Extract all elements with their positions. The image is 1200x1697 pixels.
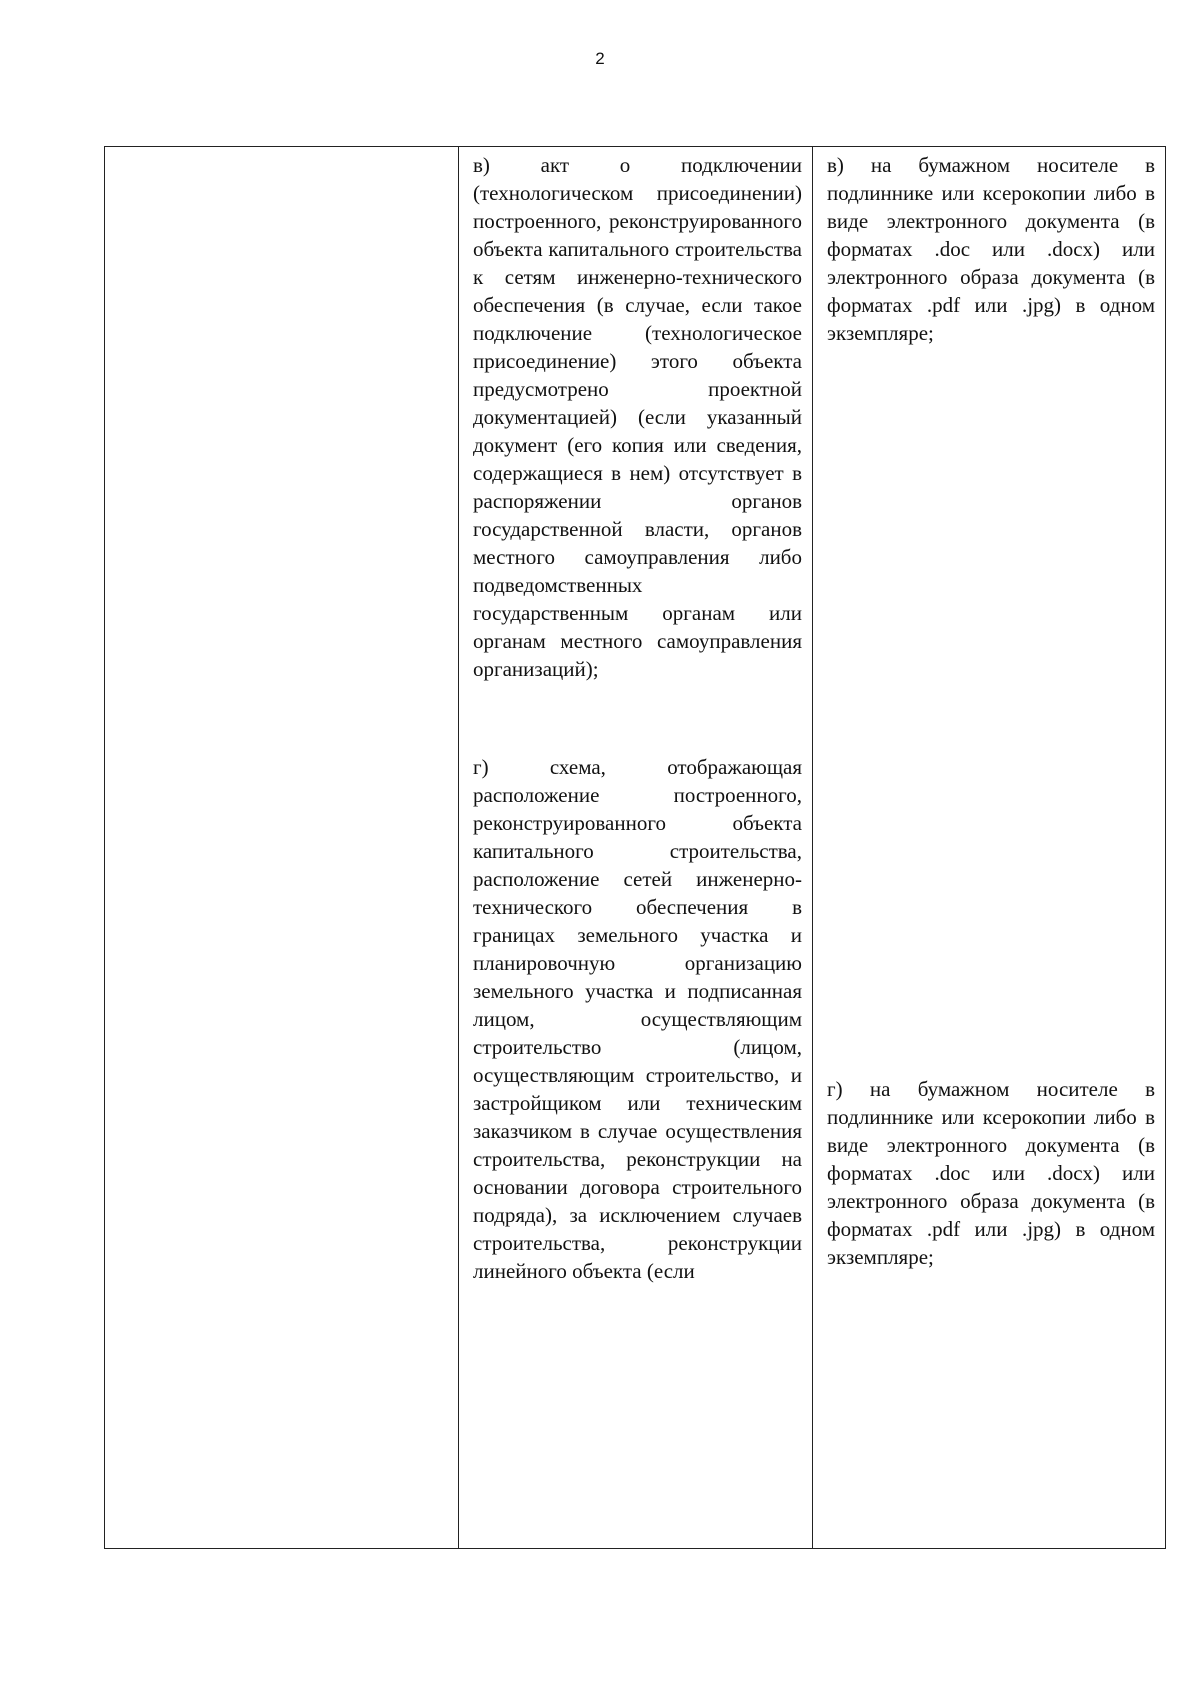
table-row	[105, 147, 1166, 1549]
page-number: 2	[595, 49, 605, 68]
table-cell-col1	[105, 147, 459, 1549]
submission-format-g: г) на бумажном носителе в подлиннике или ксерокопии либо в виде электронного документа (в форматах .doc или .docx) или электронного образа документа (в форматах .pdf или .jpg) в одном экземпляре;	[827, 1077, 1155, 1269]
document-item-g: г) схема, отображающая расположение построенного, реконструированного объекта капитального строительства, расположение сетей инженерно-технического обеспечения в границах земельного участка и планировочную организацию земельного участка и подписанная лицом, осуществляющим строительство (лицом, осуществляющим строительство, и застройщиком или техническим заказчиком в случае осуществления строительства, реконструкции на основании договора строительного подряда), за исключением случаев строительства, реконструкции линейного объекта (если	[473, 755, 802, 1283]
table-cell-col2	[459, 147, 813, 1549]
document-item-v: в) акт о подключении (технологическом присоединении) построенного, реконструированного объекта капитального строительства к сетям инженерно-технического обеспечения (в случае, если такое подключение (технологическое присоединение) этого объекта предусмотрено проектной документацией) (если указанный документ (его копия или сведения, содержащиеся в нем) отсутствует в распоряжении органов государственной власти, органов местного самоуправления либо подведомственных государственным органам или органам местного самоуправления организаций);	[473, 153, 802, 681]
requirements-table	[104, 146, 1166, 1549]
table-cell-col3	[813, 147, 1166, 1549]
submission-format-v: в) на бумажном носителе в подлиннике или ксерокопии либо в виде электронного документа (в форматах .doc или .docx) или электронного образа документа (в форматах .pdf или .jpg) в одном экземпляре;	[827, 153, 1155, 345]
